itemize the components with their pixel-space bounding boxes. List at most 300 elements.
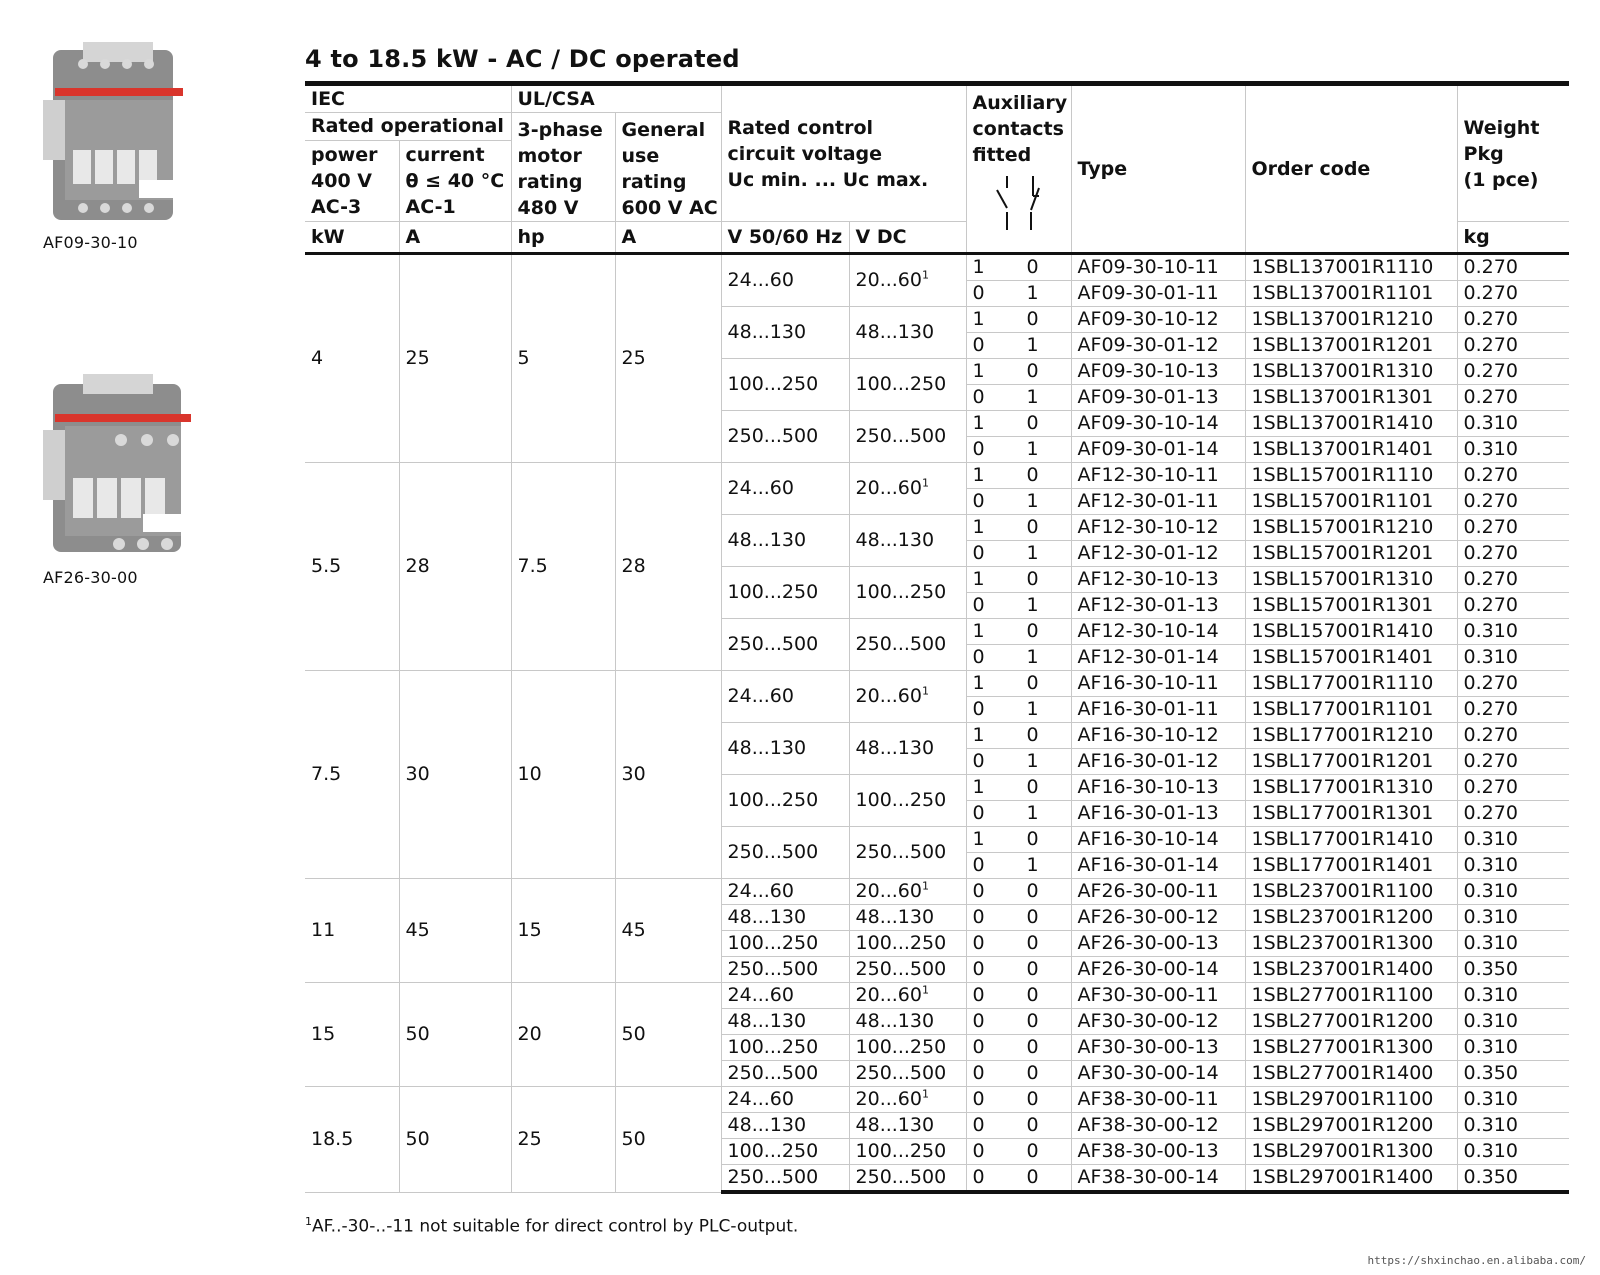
weight-cell: 0.310 bbox=[1457, 1009, 1569, 1035]
type-cell: AF12-30-10-13 bbox=[1071, 567, 1245, 593]
type-cell: AF16-30-10-13 bbox=[1071, 775, 1245, 801]
voltage-dc-cell bbox=[849, 254, 966, 307]
voltage-dc-value: 100...250 bbox=[855, 373, 947, 395]
weight-cell: 0.350 bbox=[1457, 957, 1569, 983]
voltage-ac-cell: 250...500 bbox=[721, 411, 849, 463]
voltage-dc-value: 100...250 bbox=[855, 932, 947, 954]
type-cell: AF16-30-10-11 bbox=[1071, 671, 1245, 697]
voltage-dc-cell bbox=[849, 983, 966, 1009]
header-type: Type bbox=[1071, 84, 1245, 254]
aux-contacts-cell bbox=[966, 541, 1071, 567]
aux-no-count: 0 bbox=[972, 1140, 985, 1162]
type-cell: AF12-30-01-12 bbox=[1071, 541, 1245, 567]
aux-contacts-cell bbox=[966, 1165, 1071, 1193]
header-rated-control bbox=[721, 84, 966, 222]
aux-contacts-cell bbox=[966, 359, 1071, 385]
header-line: power bbox=[311, 143, 378, 166]
aux-nc-count: 0 bbox=[1026, 256, 1039, 278]
voltage-dc-value: 48...130 bbox=[855, 529, 935, 551]
voltage-ac-cell: 48...130 bbox=[721, 723, 849, 775]
type-cell: AF38-30-00-12 bbox=[1071, 1113, 1245, 1139]
table-row bbox=[305, 254, 1569, 281]
voltage-dc-cell bbox=[849, 463, 966, 515]
motor-hp-cell: 5 bbox=[511, 254, 615, 463]
voltage-dc-value: 100...250 bbox=[855, 1140, 947, 1162]
header-line: 400 V bbox=[311, 169, 372, 192]
order-code-cell: 1SBL297001R1100 bbox=[1245, 1087, 1457, 1113]
type-cell: AF09-30-10-11 bbox=[1071, 254, 1245, 281]
weight-cell: 0.310 bbox=[1457, 1087, 1569, 1113]
aux-nc-count: 0 bbox=[1026, 906, 1039, 928]
aux-nc-count: 1 bbox=[1026, 542, 1039, 564]
voltage-dc-value: 48...130 bbox=[855, 1010, 935, 1032]
voltage-dc-value: 250...500 bbox=[855, 425, 947, 447]
aux-contacts-cell bbox=[966, 307, 1071, 333]
aux-no-count: 0 bbox=[972, 880, 985, 902]
header-line: 3-phase bbox=[517, 119, 603, 141]
order-code-cell: 1SBL157001R1101 bbox=[1245, 489, 1457, 515]
voltage-dc-cell bbox=[849, 1087, 966, 1113]
voltage-ac-cell: 24...60 bbox=[721, 1087, 849, 1113]
voltage-ac-cell: 100...250 bbox=[721, 567, 849, 619]
order-code-cell: 1SBL157001R1410 bbox=[1245, 619, 1457, 645]
weight-cell: 0.270 bbox=[1457, 307, 1569, 333]
weight-cell: 0.270 bbox=[1457, 567, 1569, 593]
voltage-dc-value: 20...60 bbox=[855, 685, 922, 707]
current-a-cell: 50 bbox=[399, 983, 511, 1087]
product-figure bbox=[43, 40, 203, 252]
type-cell: AF30-30-00-13 bbox=[1071, 1035, 1245, 1061]
type-cell: AF12-30-01-11 bbox=[1071, 489, 1245, 515]
type-cell: AF26-30-00-13 bbox=[1071, 931, 1245, 957]
header-line: AC-1 bbox=[405, 195, 456, 218]
voltage-dc-cell bbox=[849, 411, 966, 463]
aux-no-count: 1 bbox=[972, 776, 985, 798]
aux-nc-count: 0 bbox=[1026, 620, 1039, 642]
order-code-cell: 1SBL237001R1300 bbox=[1245, 931, 1457, 957]
aux-no-count: 0 bbox=[972, 490, 985, 512]
aux-contacts-cell bbox=[966, 489, 1071, 515]
header-line: θ ≤ 40 °C bbox=[405, 169, 505, 192]
weight-cell: 0.270 bbox=[1457, 463, 1569, 489]
aux-nc-count: 1 bbox=[1026, 802, 1039, 824]
aux-no-count: 0 bbox=[972, 1036, 985, 1058]
aux-no-count: 1 bbox=[972, 516, 985, 538]
header-line: rating bbox=[621, 171, 687, 193]
aux-no-count: 0 bbox=[972, 386, 985, 408]
table-body bbox=[305, 254, 1569, 1193]
header-auxiliary-contacts bbox=[966, 84, 1071, 254]
voltage-dc-value: 250...500 bbox=[855, 1062, 947, 1084]
order-code-cell: 1SBL297001R1300 bbox=[1245, 1139, 1457, 1165]
voltage-dc-cell bbox=[849, 1035, 966, 1061]
general-use-a-cell: 25 bbox=[615, 254, 721, 463]
aux-nc-count: 0 bbox=[1026, 958, 1039, 980]
aux-contacts-cell bbox=[966, 463, 1071, 489]
aux-nc-count: 1 bbox=[1026, 750, 1039, 772]
aux-nc-count: 0 bbox=[1026, 932, 1039, 954]
voltage-ac-cell: 48...130 bbox=[721, 905, 849, 931]
voltage-dc-value: 250...500 bbox=[855, 1166, 947, 1188]
weight-cell: 0.270 bbox=[1457, 749, 1569, 775]
voltage-dc-value: 100...250 bbox=[855, 1036, 947, 1058]
header-power bbox=[305, 140, 399, 221]
type-cell: AF16-30-01-11 bbox=[1071, 697, 1245, 723]
aux-nc-count: 1 bbox=[1026, 282, 1039, 304]
aux-contacts-cell bbox=[966, 619, 1071, 645]
header-line: 600 V AC bbox=[621, 197, 718, 219]
header-line: use bbox=[621, 145, 660, 167]
voltage-dc-value: 20...60 bbox=[855, 880, 922, 902]
order-code-cell: 1SBL177001R1301 bbox=[1245, 801, 1457, 827]
weight-cell: 0.270 bbox=[1457, 254, 1569, 281]
voltage-ac-cell: 48...130 bbox=[721, 515, 849, 567]
header-motor-rating bbox=[511, 113, 615, 222]
header-line: fitted bbox=[972, 144, 1032, 166]
voltage-dc-cell bbox=[849, 515, 966, 567]
voltage-dc-cell bbox=[849, 827, 966, 879]
type-cell: AF30-30-00-11 bbox=[1071, 983, 1245, 1009]
order-code-cell: 1SBL157001R1210 bbox=[1245, 515, 1457, 541]
header-weight bbox=[1457, 84, 1569, 222]
motor-hp-cell: 15 bbox=[511, 879, 615, 983]
order-code-cell: 1SBL177001R1310 bbox=[1245, 775, 1457, 801]
voltage-ac-cell: 100...250 bbox=[721, 931, 849, 957]
page-title: 4 to 18.5 kW - AC / DC operated bbox=[305, 45, 740, 73]
aux-no-count: 1 bbox=[972, 464, 985, 486]
voltage-dc-cell bbox=[849, 1165, 966, 1193]
order-code-cell: 1SBL137001R1201 bbox=[1245, 333, 1457, 359]
unit-kw: kW bbox=[305, 222, 399, 254]
aux-no-count: 0 bbox=[972, 1088, 985, 1110]
voltage-ac-cell: 100...250 bbox=[721, 775, 849, 827]
table-header bbox=[305, 84, 1569, 254]
type-cell: AF12-30-10-11 bbox=[1071, 463, 1245, 489]
weight-cell: 0.310 bbox=[1457, 1113, 1569, 1139]
aux-nc-count: 0 bbox=[1026, 568, 1039, 590]
type-cell: AF09-30-10-14 bbox=[1071, 411, 1245, 437]
weight-cell: 0.310 bbox=[1457, 645, 1569, 671]
header-line: Pkg bbox=[1463, 142, 1504, 165]
aux-no-count: 0 bbox=[972, 854, 985, 876]
aux-nc-count: 1 bbox=[1026, 490, 1039, 512]
aux-nc-count: 0 bbox=[1026, 1010, 1039, 1032]
order-code-cell: 1SBL177001R1101 bbox=[1245, 697, 1457, 723]
header-line: motor bbox=[517, 145, 582, 167]
aux-nc-count: 0 bbox=[1026, 984, 1039, 1006]
aux-no-count: 0 bbox=[972, 1062, 985, 1084]
weight-cell: 0.350 bbox=[1457, 1165, 1569, 1193]
type-cell: AF12-30-10-14 bbox=[1071, 619, 1245, 645]
type-cell: AF12-30-01-14 bbox=[1071, 645, 1245, 671]
voltage-dc-value: 48...130 bbox=[855, 906, 935, 928]
power-kw-cell: 11 bbox=[305, 879, 399, 983]
aux-contacts-cell bbox=[966, 775, 1071, 801]
order-code-cell: 1SBL277001R1200 bbox=[1245, 1009, 1457, 1035]
order-code-cell: 1SBL177001R1401 bbox=[1245, 853, 1457, 879]
aux-no-count: 1 bbox=[972, 620, 985, 642]
aux-no-count: 0 bbox=[972, 646, 985, 668]
aux-contacts-cell bbox=[966, 254, 1071, 281]
aux-nc-count: 0 bbox=[1026, 1036, 1039, 1058]
voltage-dc-cell bbox=[849, 1113, 966, 1139]
voltage-ac-cell: 24...60 bbox=[721, 463, 849, 515]
motor-hp-cell: 20 bbox=[511, 983, 615, 1087]
order-code-cell: 1SBL157001R1401 bbox=[1245, 645, 1457, 671]
footnote-marker: 1 bbox=[922, 1087, 929, 1101]
weight-cell: 0.270 bbox=[1457, 515, 1569, 541]
type-cell: AF38-30-00-11 bbox=[1071, 1087, 1245, 1113]
general-use-a-cell: 30 bbox=[615, 671, 721, 879]
type-cell: AF09-30-01-14 bbox=[1071, 437, 1245, 463]
weight-cell: 0.310 bbox=[1457, 931, 1569, 957]
header-iec: IEC bbox=[305, 84, 511, 113]
type-cell: AF26-30-00-14 bbox=[1071, 957, 1245, 983]
weight-cell: 0.270 bbox=[1457, 801, 1569, 827]
order-code-cell: 1SBL237001R1400 bbox=[1245, 957, 1457, 983]
voltage-ac-cell: 48...130 bbox=[721, 307, 849, 359]
aux-contacts-cell bbox=[966, 879, 1071, 905]
order-code-cell: 1SBL137001R1401 bbox=[1245, 437, 1457, 463]
motor-hp-cell: 25 bbox=[511, 1087, 615, 1193]
table-row bbox=[305, 983, 1569, 1009]
type-cell: AF16-30-01-14 bbox=[1071, 853, 1245, 879]
voltage-dc-value: 48...130 bbox=[855, 1114, 935, 1136]
header-ul-csa: UL/CSA bbox=[511, 84, 721, 113]
header-line: contacts bbox=[972, 118, 1064, 140]
power-kw-cell: 7.5 bbox=[305, 671, 399, 879]
aux-no-count: 0 bbox=[972, 594, 985, 616]
order-code-cell: 1SBL277001R1100 bbox=[1245, 983, 1457, 1009]
motor-hp-cell: 7.5 bbox=[511, 463, 615, 671]
contactor-image bbox=[43, 370, 193, 560]
aux-no-count: 0 bbox=[972, 802, 985, 824]
aux-no-count: 0 bbox=[972, 282, 985, 304]
aux-no-count: 0 bbox=[972, 698, 985, 720]
aux-no-count: 0 bbox=[972, 984, 985, 1006]
power-kw-cell: 5.5 bbox=[305, 463, 399, 671]
aux-no-count: 0 bbox=[972, 334, 985, 356]
weight-cell: 0.270 bbox=[1457, 671, 1569, 697]
power-kw-cell: 18.5 bbox=[305, 1087, 399, 1193]
voltage-ac-cell: 48...130 bbox=[721, 1009, 849, 1035]
footnote-marker: 1 bbox=[922, 268, 929, 282]
order-code-cell: 1SBL137001R1101 bbox=[1245, 281, 1457, 307]
aux-contacts-cell bbox=[966, 905, 1071, 931]
aux-contacts-cell bbox=[966, 515, 1071, 541]
aux-no-count: 0 bbox=[972, 1114, 985, 1136]
order-code-cell: 1SBL177001R1201 bbox=[1245, 749, 1457, 775]
aux-contacts-cell bbox=[966, 671, 1071, 697]
weight-cell: 0.310 bbox=[1457, 879, 1569, 905]
aux-no-count: 1 bbox=[972, 360, 985, 382]
footnote bbox=[305, 1215, 798, 1237]
aux-no-count: 1 bbox=[972, 256, 985, 278]
weight-cell: 0.310 bbox=[1457, 619, 1569, 645]
weight-cell: 0.310 bbox=[1457, 983, 1569, 1009]
voltage-dc-cell bbox=[849, 879, 966, 905]
unit-v-dc: V DC bbox=[849, 222, 966, 254]
aux-contacts-cell bbox=[966, 593, 1071, 619]
aux-contacts-cell bbox=[966, 645, 1071, 671]
general-use-a-cell: 50 bbox=[615, 983, 721, 1087]
aux-nc-count: 0 bbox=[1026, 828, 1039, 850]
aux-nc-count: 0 bbox=[1026, 724, 1039, 746]
aux-nc-count: 0 bbox=[1026, 1088, 1039, 1110]
order-code-cell: 1SBL137001R1210 bbox=[1245, 307, 1457, 333]
unit-hp: hp bbox=[511, 222, 615, 254]
aux-nc-count: 0 bbox=[1026, 360, 1039, 382]
aux-nc-count: 1 bbox=[1026, 854, 1039, 876]
contactor-image bbox=[43, 40, 193, 225]
header-line: circuit voltage bbox=[727, 142, 883, 165]
type-cell: AF26-30-00-12 bbox=[1071, 905, 1245, 931]
voltage-dc-value: 20...60 bbox=[855, 269, 922, 291]
aux-contacts-cell bbox=[966, 333, 1071, 359]
footnote-text: AF..-30-..-11 not suitable for direct control by PLC-output. bbox=[312, 1216, 799, 1237]
voltage-dc-value: 20...60 bbox=[855, 984, 922, 1006]
aux-contacts-cell bbox=[966, 1061, 1071, 1087]
unit-a: A bbox=[399, 222, 511, 254]
weight-cell: 0.270 bbox=[1457, 333, 1569, 359]
header-general-use-rating bbox=[615, 113, 721, 222]
weight-cell: 0.310 bbox=[1457, 905, 1569, 931]
aux-no-count: 0 bbox=[972, 438, 985, 460]
voltage-dc-value: 48...130 bbox=[855, 737, 935, 759]
order-code-cell: 1SBL157001R1201 bbox=[1245, 541, 1457, 567]
voltage-dc-value: 250...500 bbox=[855, 958, 947, 980]
voltage-ac-cell: 250...500 bbox=[721, 1165, 849, 1193]
general-use-a-cell: 45 bbox=[615, 879, 721, 983]
header-current bbox=[399, 140, 511, 221]
aux-contacts-cell bbox=[966, 1035, 1071, 1061]
footnote-marker: 1 bbox=[922, 983, 929, 997]
weight-cell: 0.270 bbox=[1457, 385, 1569, 411]
weight-cell: 0.310 bbox=[1457, 853, 1569, 879]
aux-contacts-cell bbox=[966, 1113, 1071, 1139]
weight-cell: 0.270 bbox=[1457, 281, 1569, 307]
aux-no-count: 0 bbox=[972, 958, 985, 980]
aux-nc-count: 1 bbox=[1026, 334, 1039, 356]
voltage-dc-value: 48...130 bbox=[855, 321, 935, 343]
aux-nc-count: 0 bbox=[1026, 776, 1039, 798]
order-code-cell: 1SBL237001R1200 bbox=[1245, 905, 1457, 931]
header-line: Weight bbox=[1463, 116, 1540, 139]
header-line: rating bbox=[517, 171, 583, 193]
voltage-dc-cell bbox=[849, 931, 966, 957]
aux-contacts-cell bbox=[966, 957, 1071, 983]
voltage-ac-cell: 24...60 bbox=[721, 879, 849, 905]
header-line: Rated control bbox=[727, 116, 874, 139]
voltage-dc-cell bbox=[849, 905, 966, 931]
aux-nc-count: 0 bbox=[1026, 1166, 1039, 1188]
voltage-ac-cell: 48...130 bbox=[721, 1113, 849, 1139]
order-code-cell: 1SBL157001R1301 bbox=[1245, 593, 1457, 619]
voltage-dc-value: 100...250 bbox=[855, 789, 947, 811]
aux-no-count: 1 bbox=[972, 724, 985, 746]
order-code-cell: 1SBL177001R1210 bbox=[1245, 723, 1457, 749]
voltage-dc-cell bbox=[849, 1009, 966, 1035]
aux-no-count: 1 bbox=[972, 568, 985, 590]
header-rated-operational: Rated operational bbox=[305, 113, 511, 141]
voltage-ac-cell: 250...500 bbox=[721, 827, 849, 879]
header-line: General bbox=[621, 119, 706, 141]
aux-contacts-cell bbox=[966, 385, 1071, 411]
footnote-marker: 1 bbox=[922, 476, 929, 490]
aux-nc-count: 1 bbox=[1026, 646, 1039, 668]
aux-nc-count: 1 bbox=[1026, 438, 1039, 460]
voltage-dc-cell bbox=[849, 619, 966, 671]
footnote-marker: 1 bbox=[305, 1215, 312, 1228]
type-cell: AF09-30-01-13 bbox=[1071, 385, 1245, 411]
motor-hp-cell: 10 bbox=[511, 671, 615, 879]
type-cell: AF09-30-01-11 bbox=[1071, 281, 1245, 307]
voltage-dc-cell bbox=[849, 1139, 966, 1165]
order-code-cell: 1SBL157001R1110 bbox=[1245, 463, 1457, 489]
voltage-dc-value: 20...60 bbox=[855, 477, 922, 499]
order-code-cell: 1SBL277001R1300 bbox=[1245, 1035, 1457, 1061]
voltage-ac-cell: 250...500 bbox=[721, 619, 849, 671]
product-image-column bbox=[0, 0, 290, 1275]
unit-kg: kg bbox=[1457, 222, 1569, 254]
aux-no-count: 0 bbox=[972, 750, 985, 772]
aux-no-count: 1 bbox=[972, 672, 985, 694]
order-code-cell: 1SBL177001R1110 bbox=[1245, 671, 1457, 697]
voltage-dc-cell bbox=[849, 567, 966, 619]
order-code-cell: 1SBL297001R1200 bbox=[1245, 1113, 1457, 1139]
header-order-code: Order code bbox=[1245, 84, 1457, 254]
type-cell: AF12-30-01-13 bbox=[1071, 593, 1245, 619]
aux-nc-count: 0 bbox=[1026, 880, 1039, 902]
aux-nc-count: 0 bbox=[1026, 1140, 1039, 1162]
voltage-dc-value: 250...500 bbox=[855, 841, 947, 863]
general-use-a-cell: 28 bbox=[615, 463, 721, 671]
voltage-dc-value: 250...500 bbox=[855, 633, 947, 655]
aux-nc-count: 0 bbox=[1026, 464, 1039, 486]
weight-cell: 0.270 bbox=[1457, 489, 1569, 515]
aux-no-count: 1 bbox=[972, 828, 985, 850]
aux-contacts-cell bbox=[966, 723, 1071, 749]
header-line: 480 V bbox=[517, 197, 579, 219]
type-cell: AF30-30-00-12 bbox=[1071, 1009, 1245, 1035]
aux-contacts-cell bbox=[966, 931, 1071, 957]
voltage-dc-value: 100...250 bbox=[855, 581, 947, 603]
voltage-ac-cell: 250...500 bbox=[721, 1061, 849, 1087]
no-nc-contact-symbol-icon bbox=[993, 174, 1053, 232]
aux-nc-count: 0 bbox=[1026, 1062, 1039, 1084]
current-a-cell: 25 bbox=[399, 254, 511, 463]
aux-nc-count: 1 bbox=[1026, 386, 1039, 408]
voltage-dc-cell bbox=[849, 775, 966, 827]
weight-cell: 0.270 bbox=[1457, 541, 1569, 567]
table-row bbox=[305, 1087, 1569, 1113]
product-caption: AF26-30-00 bbox=[43, 568, 138, 587]
type-cell: AF16-30-10-12 bbox=[1071, 723, 1245, 749]
voltage-ac-cell: 250...500 bbox=[721, 957, 849, 983]
watermark: https://shxinchao.en.alibaba.com/ bbox=[1367, 1254, 1586, 1267]
current-a-cell: 50 bbox=[399, 1087, 511, 1193]
order-code-cell: 1SBL157001R1310 bbox=[1245, 567, 1457, 593]
aux-contacts-cell bbox=[966, 853, 1071, 879]
type-cell: AF38-30-00-14 bbox=[1071, 1165, 1245, 1193]
header-line: AC-3 bbox=[311, 195, 362, 218]
aux-contacts-cell bbox=[966, 411, 1071, 437]
order-code-cell: 1SBL137001R1110 bbox=[1245, 254, 1457, 281]
aux-contacts-cell bbox=[966, 983, 1071, 1009]
type-cell: AF26-30-00-11 bbox=[1071, 879, 1245, 905]
header-line: (1 pce) bbox=[1463, 168, 1539, 191]
voltage-ac-cell: 24...60 bbox=[721, 671, 849, 723]
